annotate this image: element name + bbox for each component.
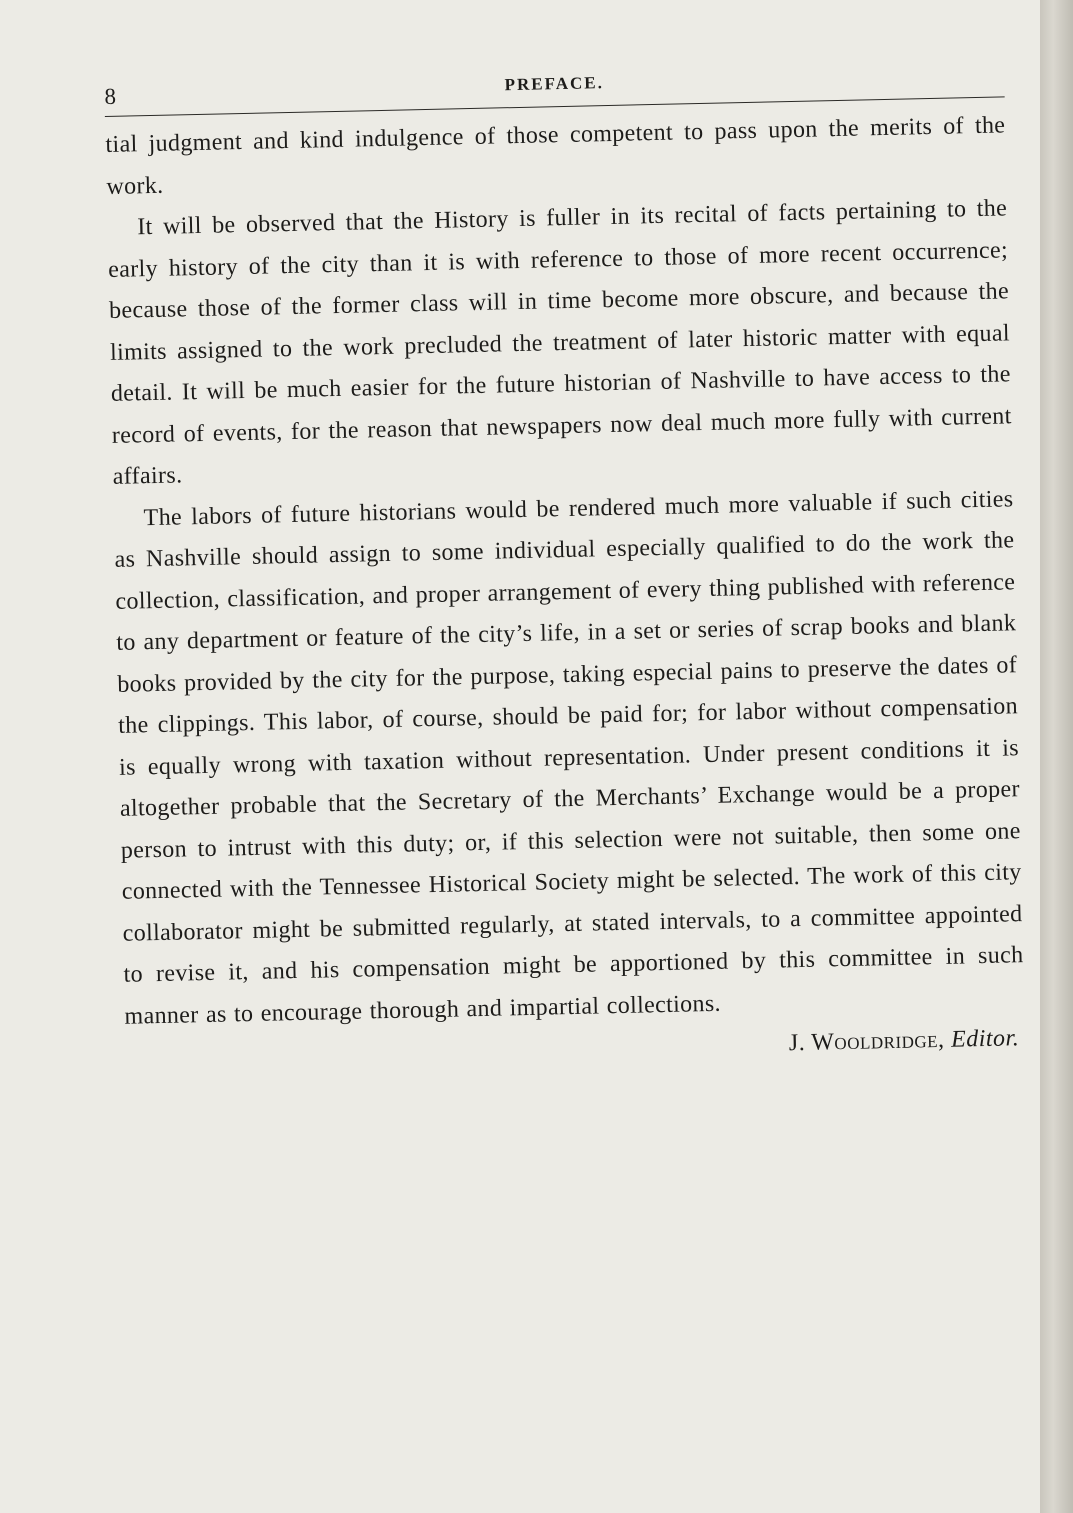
paragraph-continuation: tial judgment and kind indulgence of those competent to pass upon the merits of the work.	[105, 112, 1006, 200]
running-title: PREFACE.	[504, 73, 605, 95]
page-number: 8	[104, 83, 117, 109]
paragraph-future-historians: The labors of future historians would be rendered much more valuable if such cities as Nashville should assign to some individual especially qualified to do the work the collection, classification, and proper arrangement of every thing published with reference to any department or feature of the city’s life, in a set or series of scrap books and blank books provided by the city for the purpose, taking especial pains to preserve the dates of the clippings. This labor, of course, should be paid for; for labor without compensation is equally wrong with taxation without representation. Under present conditions it is altogether probable that the Secretary of the Merchants’ Exchange would be a proper person to intrust with this duty; or, if this selection were not suitable, then some one connected with the Tennessee Historical Society might be selected. The work of this city collaborator might be submitted regularly, at stated intervals, to a committee appointed to revise it, and his compensation might be apportioned by this committee in such manner as to encourage thorough and impartial collections.	[114, 485, 1024, 1030]
editor-title: Editor.	[950, 1025, 1020, 1053]
paragraph-history-scope: It will be observed that the History is fuller in its recital of facts pertaining to the early history of the city than it is with reference to those of more recent occurrence; because those of the former class will in time become more obscure, and because the limits assigned to the work precluded the treatment of later historic matter with equal detail. It will be much easier for the future historian of Nashville to have access to the record of events, for the reason that newspapers now deal much more fully with current affairs.	[107, 195, 1012, 490]
editor-name: J. Wooldridge,	[788, 1026, 945, 1057]
page-text-block	[104, 56, 1026, 1079]
adjacent-page-edge	[1040, 0, 1073, 1513]
